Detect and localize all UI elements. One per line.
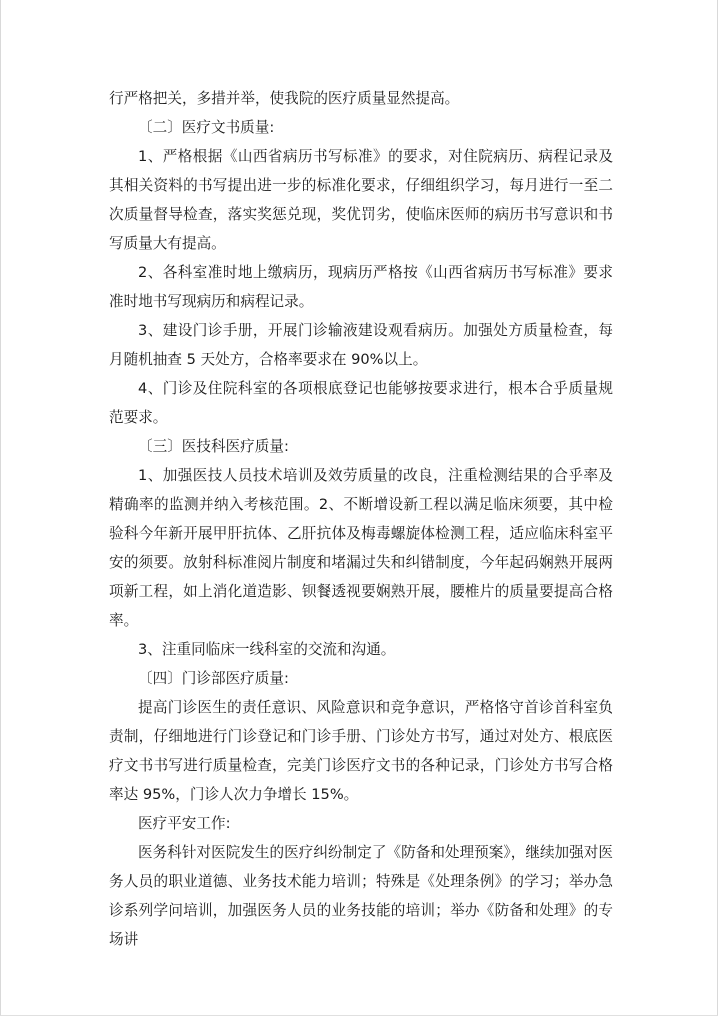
section-heading-medical-tech: 〔三〕医技科医疗质量: bbox=[138, 438, 289, 455]
paragraph-item-2: 2、各科室准时地上缴病历，现病历严格按《山西省病历书写标准》要求准时地书写现病历和病程记录。 bbox=[109, 264, 613, 310]
section-heading-outpatient: 〔四〕门诊部医疗质量: bbox=[138, 670, 289, 687]
paragraph-tech-item-1: 1、加强医技人员技术培训及效劳质量的改良，注重检测结果的合乎率及精确率的监测并纳入考核范围。2、不断增设新工程以满足临床须要，其中检验科今年新开展甲肝抗体、乙肝抗体及梅毒螺旋体检测工程，适应临床科室平安的须要。放射科标准阅片制度和堵漏过失和纠错制度，今年起码娴熟开展两项新工程，如上消化道造影、钡餐透视要娴熟开展，腰椎片的质量要提高合格率。 bbox=[109, 467, 613, 629]
paragraph-item-3: 3、建设门诊手册，开展门诊输液建设观看病历。加强处方质量检查，每月随机抽查 5 天处方，合格率要求在 90%以上。 bbox=[109, 322, 613, 368]
document-body bbox=[109, 84, 613, 954]
paragraph-continuation: 行严格把关，多措并举，使我院的医疗质量显然提高。 bbox=[109, 90, 460, 107]
paragraph-tech-item-3: 3、注重同临床一线科室的交流和沟通。 bbox=[138, 641, 396, 658]
paragraph-outpatient: 提高门诊医生的责任意识、风险意识和竞争意识，严格恪守首诊首科室负责制，仔细地进行门诊登记和门诊手册、门诊处方书写，通过对处方、根底医疗文书书写进行质量检查，完美门诊医疗文书的各种记录，门诊处方书写合格率达 95%，门诊人次力争增长 15%。 bbox=[109, 699, 613, 803]
paragraph-medical-safety: 医务科针对医院发生的医疗纠纷制定了《防备和处理预案》，继续加强对医务人员的职业道德、业务技术能力培训；特殊是《处理条例》的学习；举办急诊系列学问培训，加强医务人员的业务技能的培训；举办《防备和处理》的专场讲 bbox=[109, 844, 613, 948]
paragraph-item-4: 4、门诊及住院科室的各项根底登记也能够按要求进行，根本合乎质量规范要求。 bbox=[109, 380, 613, 426]
section-heading-medical-safety: 医疗平安工作: bbox=[138, 815, 231, 832]
paragraph-item-1: 1、严格根据《山西省病历书写标准》的要求，对住院病历、病程记录及其相关资料的书写提出进一步的标准化要求，仔细组织学习，每月进行一至二次质量督导检查，落实奖惩兑现，奖优罚劣，使临床医师的病历书写意识和书写质量大有提高。 bbox=[109, 148, 613, 252]
section-heading-medical-documents: 〔二〕医疗文书质量: bbox=[138, 119, 275, 136]
